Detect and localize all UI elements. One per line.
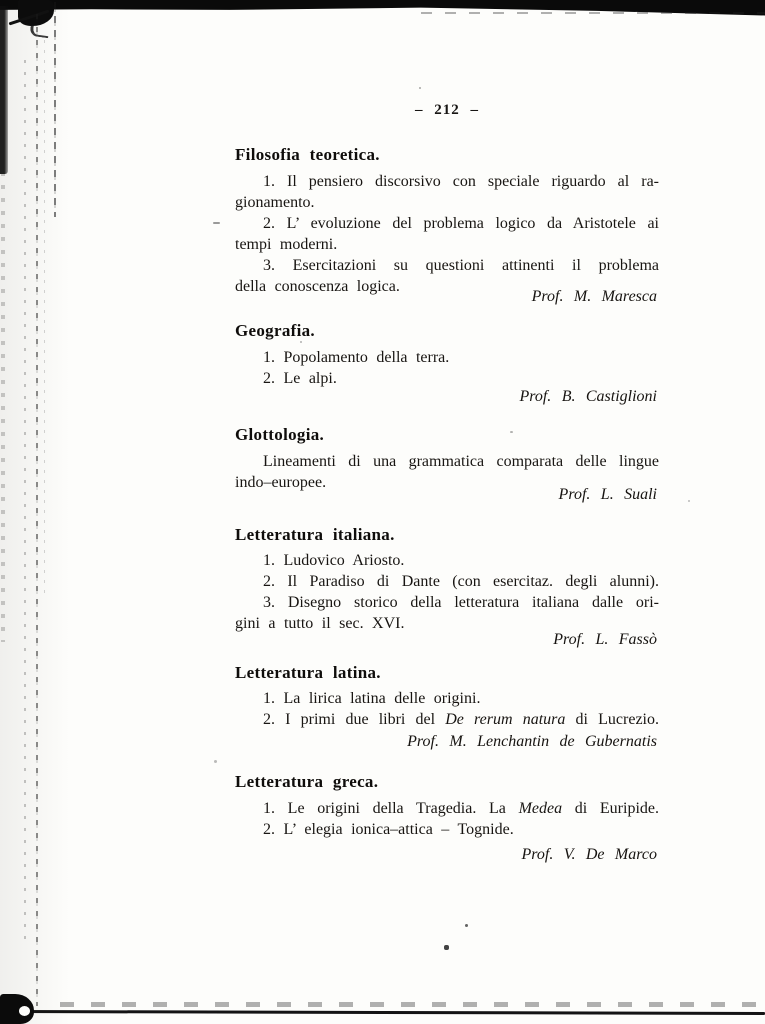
section-heading: Filosofia teoretica.	[235, 145, 380, 164]
course-item-line: tempi moderni.	[235, 236, 338, 253]
top-edge-scan-fringe	[421, 12, 765, 14]
course-item	[235, 347, 659, 368]
left-edge-dark-column	[0, 6, 8, 174]
course-item-line: indo–europee.	[235, 474, 327, 491]
course-item-line: 1. Popolamento della terra.	[263, 349, 450, 366]
dust-speck	[444, 945, 449, 950]
top-left-ink-curl	[29, 25, 49, 39]
course-item	[235, 709, 659, 730]
binding-line-main	[36, 14, 38, 1006]
course-item-line: gini a tutto il sec. XVI.	[235, 615, 405, 632]
course-item-line: Lineamenti di una grammatica comparata delle lingue	[263, 453, 659, 470]
professor-name: Prof. M. Lenchantin de Gubernatis	[407, 733, 657, 750]
binding-line-outer	[54, 2, 56, 217]
bottom-edge-speckle-band	[60, 1002, 765, 1007]
dust-speck	[419, 87, 421, 89]
course-item	[235, 571, 659, 592]
course-item-line: 1. Il pensiero discorsivo con speciale riguardo al ra-	[263, 173, 659, 190]
section-heading: Glottologia.	[235, 425, 325, 444]
professor-name: Prof. L. Suali	[558, 486, 657, 503]
course-item-line: 2. I primi due libri del De rerum natura di Lucrezio.	[263, 711, 659, 728]
course-item-line: 3. Esercitazioni su questioni attinenti il problema	[263, 257, 659, 274]
course-item	[235, 550, 659, 571]
course-item-line: 1. La lirica latina delle origini.	[263, 690, 481, 707]
professor-name: Prof. V. De Marco	[521, 846, 657, 863]
bottom-left-ink-blob	[0, 994, 34, 1024]
bottom-left-blob-hole	[19, 1006, 30, 1016]
left-edge-speckle-column	[1, 172, 5, 642]
course-item-line: 1. Ludovico Ariosto.	[263, 552, 405, 569]
top-edge-scan-band	[0, 0, 765, 16]
binding-line-faint	[44, 40, 45, 600]
course-item	[235, 592, 659, 634]
binding-line-inner	[24, 60, 26, 940]
section-heading: Letteratura latina.	[235, 663, 381, 682]
dust-speck	[214, 760, 217, 763]
course-item	[235, 171, 659, 213]
section-heading: Letteratura italiana.	[235, 525, 395, 544]
course-item	[235, 798, 659, 819]
section-heading: Letteratura greca.	[235, 772, 379, 791]
page-number: – 212 –	[415, 102, 479, 118]
course-item-line: della conoscenza logica.	[235, 278, 400, 295]
professor-name: Prof. L. Fassò	[553, 631, 657, 648]
course-item-line: 2. L’ evoluzione del problema logico da Aristotele ai	[263, 215, 659, 232]
course-item-line: 2. Il Paradiso di Dante (con esercitaz. degli alunni).	[263, 573, 659, 590]
course-item	[235, 213, 659, 255]
course-item-line: 2. L’ elegia ionica–attica – Tognide.	[263, 821, 514, 838]
professor-name: Prof. B. Castiglioni	[519, 388, 657, 405]
professor-name: Prof. M. Maresca	[531, 288, 657, 305]
dust-speck	[465, 924, 468, 927]
section-heading: Geografia.	[235, 321, 315, 340]
course-item-line: 3. Disegno storico della letteratura italiana dalle ori-	[263, 594, 659, 611]
course-item-line: gionamento.	[235, 194, 315, 211]
course-item-line: 1. Le origini della Tragedia. La Medea di Euripide.	[263, 800, 659, 817]
top-left-ink-blob	[18, 0, 54, 26]
dust-speck	[213, 222, 220, 224]
course-item	[235, 688, 659, 709]
top-left-ink-hook	[9, 10, 50, 26]
course-item	[235, 819, 659, 840]
dust-speck	[688, 500, 690, 502]
dust-speck	[300, 341, 302, 343]
course-item-line: 2. Le alpi.	[263, 370, 337, 387]
bottom-edge-scan-line	[16, 1010, 765, 1015]
binding-gutter-shade	[0, 0, 70, 1024]
